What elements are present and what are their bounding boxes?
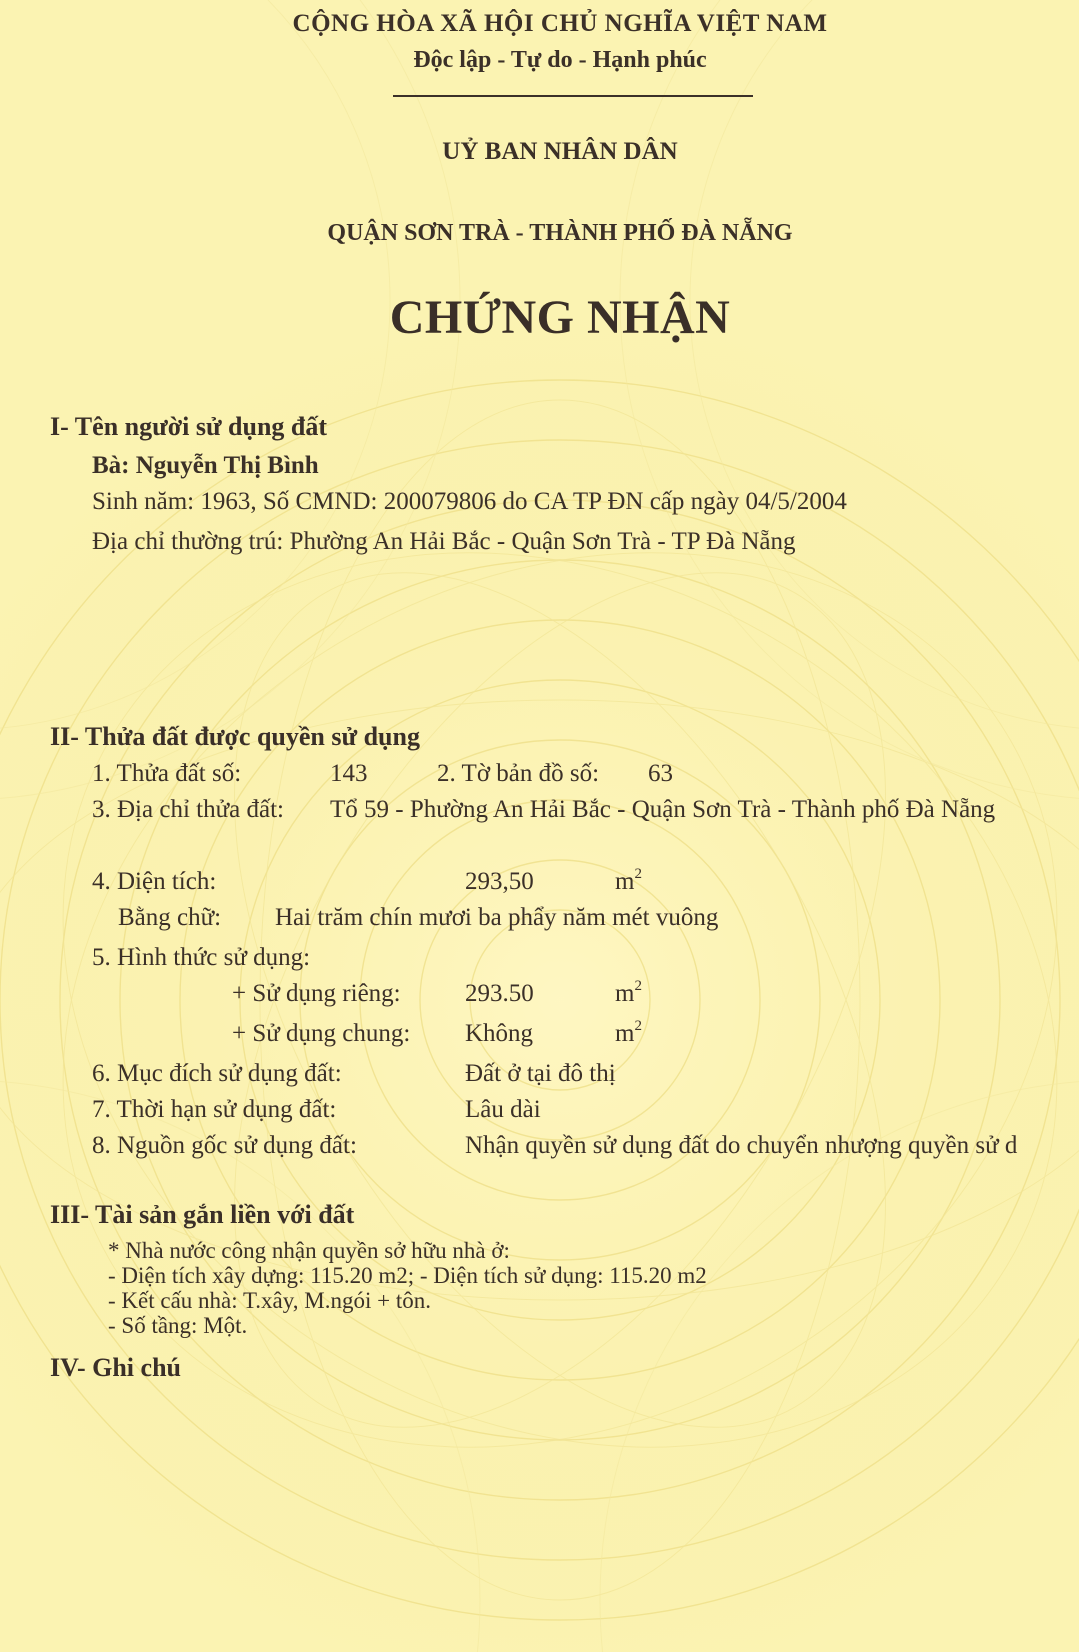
asset-floors: - Số tầng: Một. — [108, 1313, 248, 1338]
asset-recognition: * Nhà nước công nhận quyền sở hữu nhà ở: — [108, 1238, 510, 1263]
owner-address: Địa chỉ thường trú: Phường An Hải Bắc - Quận Sơn Trà - TP Đà Nẵng — [92, 528, 796, 555]
shared-use-label: + Sử dụng chung: — [232, 1020, 411, 1047]
owner-name: Bà: Nguyễn Thị Bình — [92, 452, 319, 479]
asset-area: - Diện tích xây dựng: 115.20 m2; - Diện tích sử dụng: 115.20 m2 — [108, 1263, 707, 1288]
origin-label: 8. Nguồn gốc sử dụng đất: — [92, 1132, 357, 1159]
map-sheet-label: 2. Tờ bản đồ số: — [437, 760, 600, 787]
purpose-value: Đất ở tại đô thị — [465, 1060, 616, 1087]
shared-use-unit: $m^2$ — [615, 1017, 642, 1047]
motto: Độc lập - Tự do - Hạnh phúc — [413, 47, 707, 73]
section-2-heading: II- Thửa đất được quyền sử dụng — [50, 722, 420, 751]
term-label: 7. Thời hạn sử dụng đất: — [92, 1096, 337, 1123]
district-name: QUẬN SƠN TRÀ - THÀNH PHỐ ĐÀ NẴNG — [327, 220, 793, 246]
parcel-address-value: Tổ 59 - Phường An Hải Bắc - Quận Sơn Trà - Thành phố Đà Nẵng — [330, 796, 996, 823]
nation-header: CỘNG HÒA XÃ HỘI CHỦ NGHĨA VIỆT NAM — [292, 10, 828, 37]
area-words-label: Bằng chữ: — [118, 904, 222, 931]
term-value: Lâu dài — [465, 1096, 541, 1123]
section-3-heading: III- Tài sản gắn liền với đất — [50, 1200, 355, 1229]
parcel-address-label: 3. Địa chỉ thửa đất: — [92, 796, 284, 823]
section-1-heading: I- Tên người sử dụng đất — [50, 412, 328, 441]
origin-value: Nhận quyền sử dụng đất do chuyển nhượng quyền sử d — [465, 1132, 1018, 1159]
area-unit: $m^2$ — [615, 865, 642, 895]
parcel-value: 143 — [330, 760, 368, 787]
private-use-unit: $m^2$ — [615, 977, 642, 1007]
area-value: 293,50 — [465, 868, 534, 895]
purpose-label: 6. Mục đích sử dụng đất: — [92, 1060, 342, 1087]
committee-name: UỶ BAN NHÂN DÂN — [442, 138, 678, 165]
area-label: 4. Diện tích: — [92, 868, 217, 895]
parcel-label: 1. Thửa đất số: — [92, 760, 242, 787]
usage-form-label: 5. Hình thức sử dụng: — [92, 944, 311, 971]
header-divider — [393, 95, 753, 97]
asset-structure: - Kết cấu nhà: T.xây, M.ngói + tôn. — [108, 1288, 431, 1313]
section-4-heading: IV- Ghi chú — [50, 1353, 181, 1382]
owner-birth-id: Sinh năm: 1963, Số CMND: 200079806 do CA TP ĐN cấp ngày 04/5/2004 — [92, 488, 847, 515]
document-title: CHỨNG NHẬN — [389, 291, 731, 344]
private-use-value: 293.50 — [465, 980, 534, 1007]
private-use-label: + Sử dụng riêng: — [232, 980, 401, 1007]
map-sheet-value: 63 — [648, 760, 673, 787]
area-words-value: Hai trăm chín mươi ba phẩy năm mét vuông — [275, 904, 719, 931]
shared-use-value: Không — [465, 1020, 534, 1047]
